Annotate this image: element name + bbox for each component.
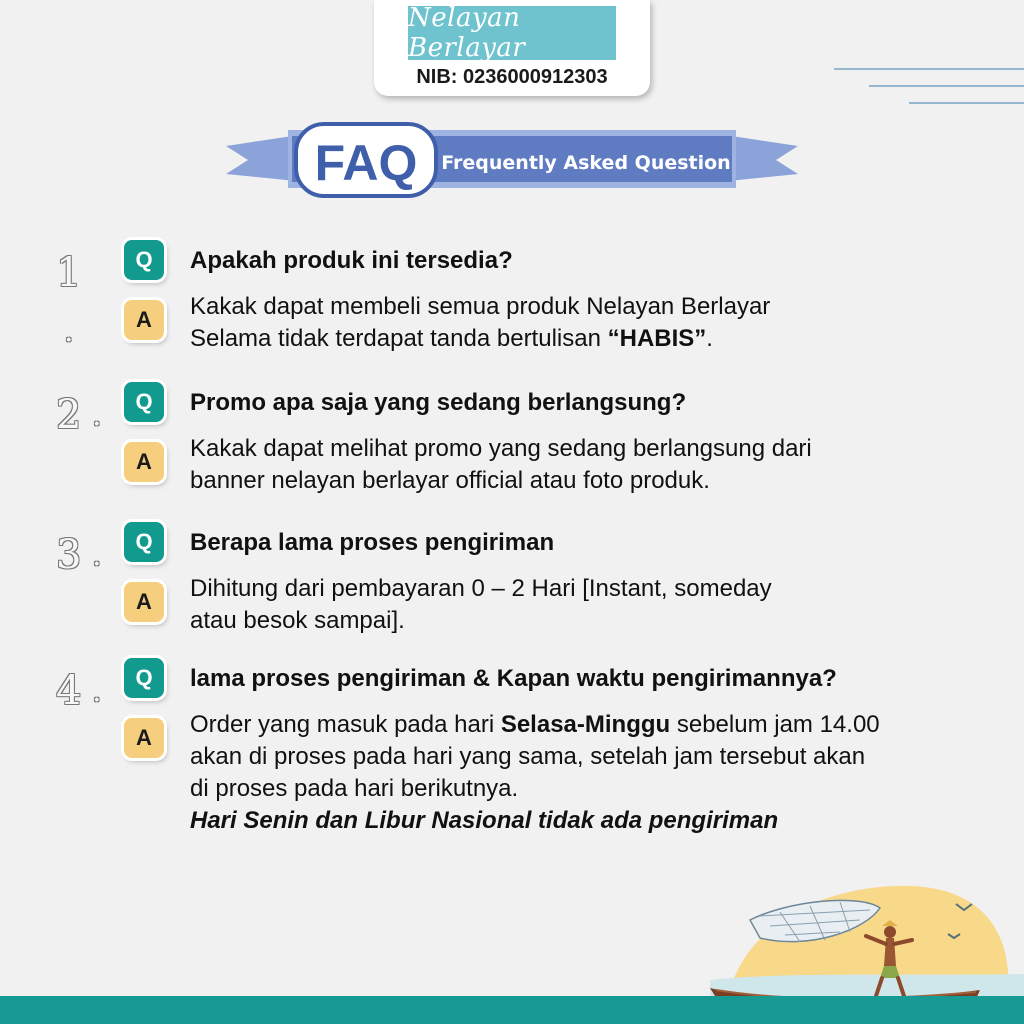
faq-number: 3	[56, 532, 82, 578]
answer-line: Dihitung dari pembayaran 0 – 2 Hari [Instant, someday	[190, 575, 772, 602]
answer-line: Selama tidak terdapat tanda bertulisan “HABIS”.	[190, 325, 713, 352]
nib-number: NIB: 0236000912303	[416, 66, 608, 88]
faq-subtitle: Frequently Asked Question	[441, 152, 731, 174]
answer-line: di proses pada hari berikutnya.	[190, 775, 519, 802]
answer-badge: A	[124, 718, 164, 758]
answer-badge: A	[124, 442, 164, 482]
answer-line: Order yang masuk pada hari Selasa-Minggu sebelum jam 14.00	[190, 711, 880, 738]
answer-line: Kakak dapat melihat promo yang sedang berlangsung dari	[190, 435, 812, 462]
bottom-bar	[0, 996, 1024, 1024]
answer-note: Hari Senin dan Libur Nasional tidak ada pengiriman	[190, 807, 779, 834]
answer-badge: A	[124, 300, 164, 340]
faq-number-dot: .	[64, 314, 74, 349]
question-text: Berapa lama proses pengiriman	[190, 529, 555, 556]
question-badge: Q	[124, 382, 164, 422]
faq-number-dot: .	[92, 398, 102, 433]
answer-text	[190, 291, 770, 355]
answer-text	[190, 433, 812, 497]
answer-badge: A	[124, 582, 164, 622]
question-text: Apakah produk ini tersedia?	[190, 247, 513, 274]
faq-number: 1	[56, 250, 82, 296]
answer-text	[190, 573, 772, 637]
answer-line: Kakak dapat membeli semua produk Nelayan Berlayar	[190, 293, 771, 320]
logo-card	[374, 0, 650, 96]
question-text: lama proses pengiriman & Kapan waktu pengirimannya?	[190, 665, 837, 692]
deco-lines-icon	[824, 60, 1024, 110]
faq-title: FAQ	[314, 135, 418, 191]
answer-line: atau besok sampai].	[190, 607, 405, 634]
brand-logo	[408, 3, 616, 63]
brand-name: Nelayan Berlayar	[408, 3, 526, 63]
answer-line: banner nelayan berlayar official atau foto produk.	[190, 467, 710, 494]
faq-number: 2	[56, 392, 82, 438]
answer-line: akan di proses pada hari yang sama, setelah jam tersebut akan	[190, 743, 866, 770]
question-badge: Q	[124, 522, 164, 562]
faq-number: 4	[56, 668, 82, 714]
faq-number-dot: .	[92, 674, 102, 709]
faq-banner	[226, 122, 798, 206]
question-text: Promo apa saja yang sedang berlangsung?	[190, 389, 687, 416]
question-badge: Q	[124, 240, 164, 280]
faq-number-dot: .	[92, 538, 102, 573]
answer-text	[190, 709, 880, 837]
question-badge: Q	[124, 658, 164, 698]
